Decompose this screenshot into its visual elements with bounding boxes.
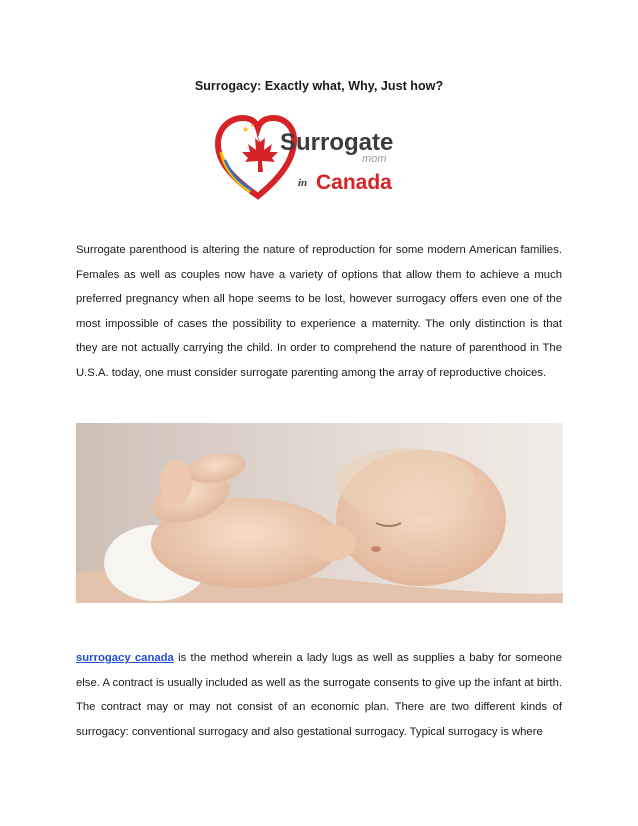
surrogate-mom-canada-logo — [212, 110, 412, 200]
surrogacy-canada-link[interactable]: surrogacy canada — [76, 652, 174, 664]
logo-word-in: in — [298, 177, 308, 189]
sleeping-baby-photo — [76, 423, 563, 603]
logo-word-mom: mom — [362, 153, 387, 165]
logo-word-surrogate: Surrogate — [280, 129, 394, 156]
svg-text:★: ★ — [242, 125, 250, 134]
maple-leaf-icon — [242, 132, 278, 172]
paragraph-body-text: is the method wherein a lady lugs as well as supplies a baby for someone else. A contract is usually included as well as the surrogate consents to give up the infant at birth. The contract may or may not consist of an economic plan. There are two different kinds of surrogacy: conventional surrogacy and also gestational surrogacy. Typical surrogacy is where — [76, 652, 563, 738]
paragraph-surrogacy-definition — [76, 646, 562, 744]
logo-word-canada: Canada — [316, 171, 392, 194]
paragraph-intro: Surrogate parenthood is altering the nature of reproduction for some modern American families. Females as well as couples now have a variety of options that allow them to achieve a much preferred pregnancy when all hope seems to be lost, however surrogacy offers even one of the most impossible of cases the possibility to experience a maternity. The only distinction is that they are not actually carrying the child. In order to comprehend the nature of parenthood in The U.S.A. today, one must consider surrogate parenting among the array of reproductive choices. — [76, 244, 562, 379]
svg-text:★: ★ — [250, 123, 255, 129]
page-title: Surrogacy: Exactly what, Why, Just how? — [194, 79, 444, 93]
